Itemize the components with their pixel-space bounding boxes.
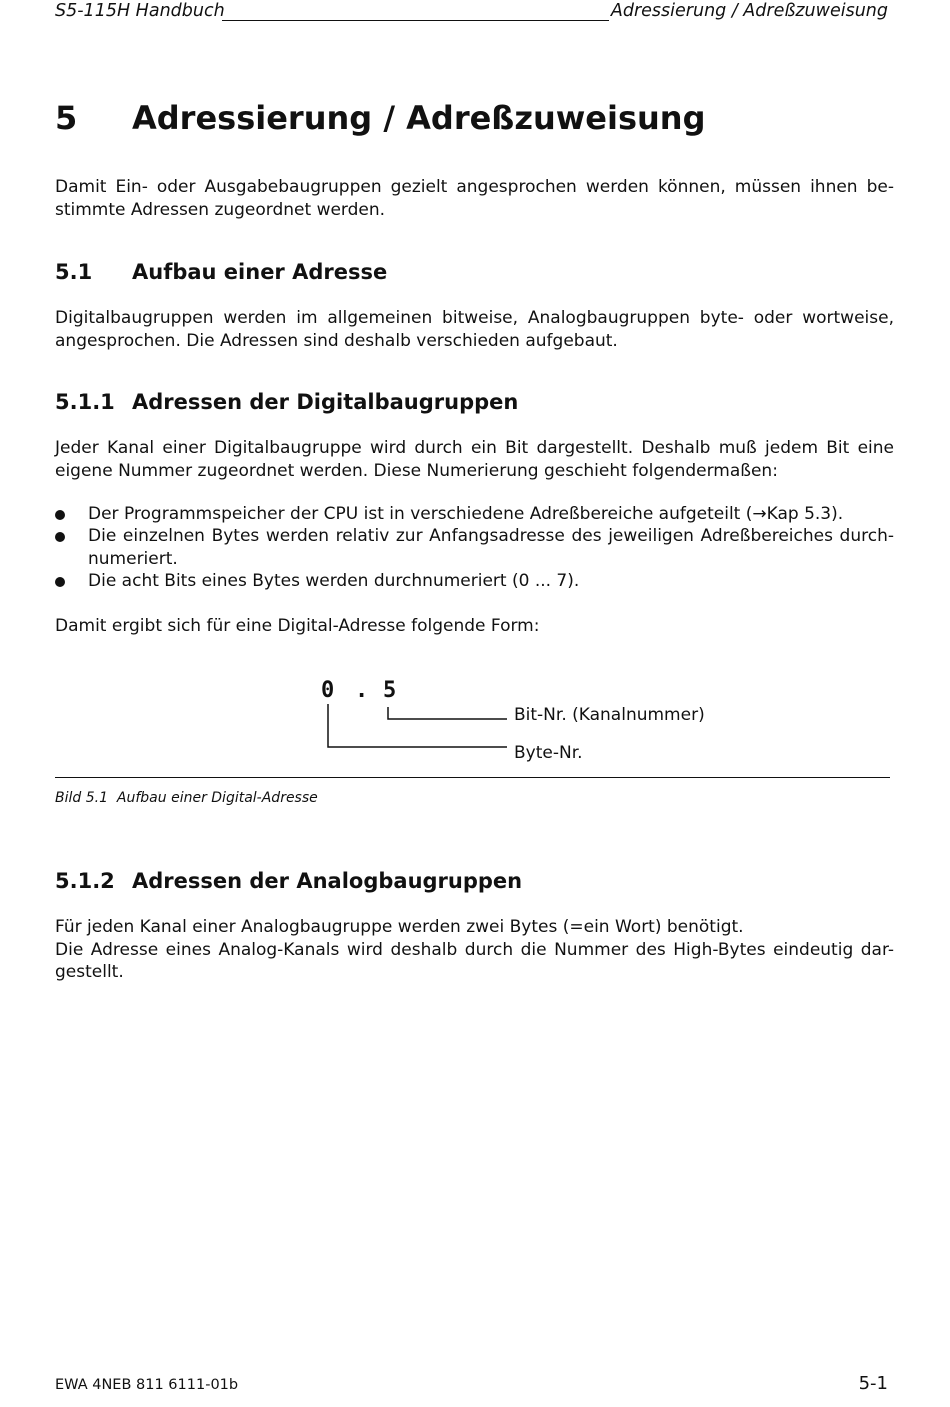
list-item [88, 570, 894, 593]
document-number: EWA 4NEB 811 6111-01b [55, 1377, 239, 1393]
paragraph-line: Jeder Kanal einer Digitalbaugruppe wird durch ein Bit dargestellt. Deshalb muß jedem Bit eine [55, 438, 894, 458]
byte-bracket-line [328, 704, 507, 747]
caption-text: Aufbau einer Digital-Adresse [116, 790, 318, 806]
intro-line: Damit Ein- oder Ausgabebaugruppen gezielt angesprochen werden können, müssen ihnen be- [55, 177, 894, 197]
running-header-right: Adressierung / Adreßzuweisung [610, 1, 888, 21]
chapter-number: 5 [55, 99, 78, 137]
section-title: Adressen der Digitalbaugruppen [132, 390, 519, 414]
section-number: 5.1.2 [55, 869, 115, 893]
intro-line: stimmte Adressen zugeordnet werden. [55, 199, 386, 220]
paragraph-line: angesprochen. Die Adressen sind deshalb verschieden aufgebaut. [55, 330, 618, 351]
header-rule [222, 20, 609, 21]
section-5-1-1-paragraph [55, 437, 894, 482]
running-header-left: S5-115H Handbuch [55, 1, 225, 21]
paragraph-line: eigene Nummer zugeordnet werden. Diese Numerierung geschieht folgendermaßen: [55, 460, 778, 481]
section-number: 5.1.1 [55, 390, 115, 414]
paragraph-line: Digitalbaugruppen werden im allgemeinen bitweise, Analogbaugruppen byte- oder wortweise, [55, 308, 894, 328]
bit-label: Bit-Nr. (Kanalnummer) [514, 705, 705, 725]
list-item-line: numeriert. [88, 548, 178, 569]
bullet-icon [55, 532, 65, 542]
section-5-1-2-paragraph [55, 916, 894, 984]
paragraph-line: Damit ergibt sich für eine Digital-Adresse folgende Form: [55, 616, 540, 636]
section-number: 5.1 [55, 260, 93, 284]
paragraph-line: Für jeden Kanal einer Analogbaugruppe werden zwei Bytes (=ein Wort) benötigt. [55, 917, 744, 937]
section-title: Adressen der Analogbaugruppen [132, 869, 523, 893]
list-item-line: Die acht Bits eines Bytes werden durchnumeriert (0 ... 7). [88, 571, 580, 591]
bit-digit: 5 [383, 678, 397, 703]
list-item-line: Die einzelnen Bytes werden relativ zur Anfangsadresse des jeweiligen Adreßbereiches durch- [88, 526, 894, 546]
bullet-icon [55, 577, 65, 587]
address-dot: . [355, 678, 369, 703]
section-5-1-paragraph [55, 307, 894, 352]
address-bracket-lines [320, 700, 520, 760]
list-item-line: Der Programmspeicher der CPU ist in verschiedene Adreßbereiche aufgeteilt (→Kap 5.3). [88, 504, 844, 524]
byte-label: Byte-Nr. [514, 743, 583, 763]
byte-digit: 0 [321, 678, 335, 703]
list-item [88, 525, 894, 570]
caption-number: Bild 5.1 [55, 790, 108, 806]
bullet-icon [55, 510, 65, 520]
page-number: 5-1 [858, 1373, 888, 1394]
figure-caption [55, 788, 318, 808]
chapter-title: Adressierung / Adreßzuweisung [132, 99, 706, 137]
paragraph-line: gestellt. [55, 962, 124, 982]
list-item [88, 503, 894, 526]
paragraph-line: Die Adresse eines Analog-Kanals wird deshalb durch die Nummer des High-Bytes eindeutig dar- [55, 939, 894, 960]
after-bullets-paragraph [55, 615, 894, 638]
intro-paragraph [55, 176, 894, 221]
section-title: Aufbau einer Adresse [132, 260, 388, 284]
figure-rule [55, 777, 890, 778]
bit-bracket-line [388, 707, 507, 719]
